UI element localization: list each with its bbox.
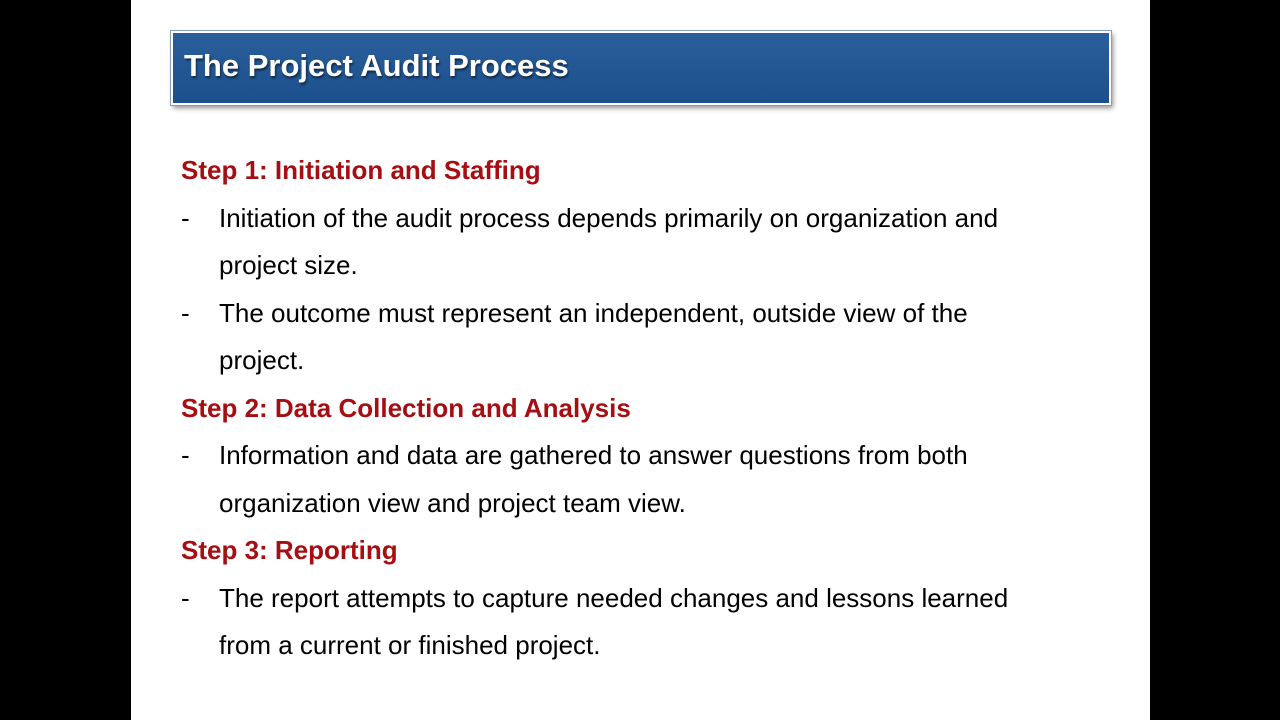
bullet-line: project size. [219,250,358,280]
bullet-dash: - [181,297,190,328]
bullet-line: The report attempts to capture needed changes and lessons learned [219,582,1009,613]
step-3-heading: Step 3: Reporting [181,535,398,565]
bullet-dash: - [181,582,190,613]
bullet-line: from a current or finished project. [219,630,601,660]
step-1-heading: Step 1: Initiation and Staffing [181,155,541,185]
bullet-dash: - [181,202,190,233]
slide-content [181,147,1101,670]
bullet-line: Information and data are gathered to answer questions from both [219,440,968,470]
title-bar [171,31,1111,105]
bullet-item [181,195,1101,290]
bullet-line: The outcome must represent an independent, outside view of the [219,297,968,328]
bullet-line: Initiation of the audit process depends primarily on organization and [219,202,999,233]
bullet-dash: - [181,440,190,470]
bullet-line: organization view and project team view. [219,487,686,518]
step-2-heading: Step 2: Data Collection and Analysis [181,392,631,423]
slide-title: The Project Audit Process [184,48,569,83]
slide [131,0,1150,720]
bullet-item [181,575,1101,670]
bullet-line: project. [219,345,305,375]
bullet-item [181,432,1101,527]
bullet-item [181,290,1101,385]
